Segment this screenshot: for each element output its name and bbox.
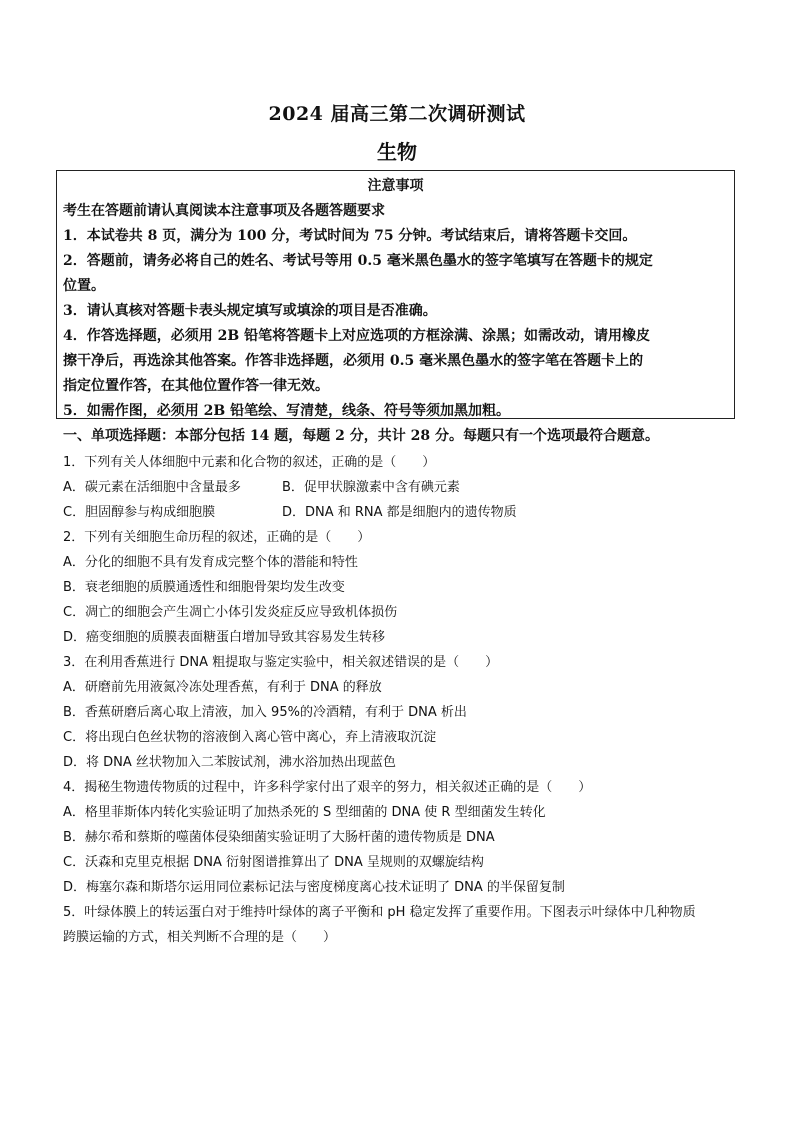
notice-line: 4．作答选择题，必须用 2B 铅笔将答题卡上对应选项的方框涂满、涂黑；如需改动，请用橡皮 xyxy=(63,328,651,344)
option-d: D．将 DNA 丝状物加入二苯胺试剂，沸水浴加热出现蓝色 xyxy=(63,755,396,770)
notice-line: 擦干净后，再选涂其他答案。作答非选择题，必须用 0.5 毫米黑色墨水的签字笔在答题卡上的 xyxy=(63,353,644,369)
notice-line: 3．请认真核对答题卡表头规定填写或填涂的项目是否准确。 xyxy=(63,303,437,319)
subject-title: 生物 xyxy=(377,140,417,164)
option-b: B．衰老细胞的质膜通透性和细胞骨架均发生改变 xyxy=(63,580,345,595)
question-stem-continued: 跨膜运输的方式，相关判断不合理的是（ ） xyxy=(63,930,337,945)
option-a: A．分化的细胞不具有发育成完整个体的潜能和特性 xyxy=(63,555,358,570)
notice-line: 考生在答题前请认真阅读本注意事项及各题答题要求 xyxy=(63,203,385,219)
option-b: B．促甲状腺激素中含有碘元素 xyxy=(282,480,460,495)
notice-title: 注意事项 xyxy=(367,178,424,194)
option-b: B．香蕉研磨后离心取上清液，加入 95%的冷酒精，有利于 DNA 析出 xyxy=(63,705,467,720)
option-d: D．癌变细胞的质膜表面糖蛋白增加导致其容易发生转移 xyxy=(63,630,386,645)
question-stem: 4．揭秘生物遗传物质的过程中，许多科学家付出了艰辛的努力，相关叙述正确的是（ ） xyxy=(63,780,592,795)
exam-title: 2024 届高三第二次调研测试 xyxy=(268,103,526,125)
option-c: C．将出现白色丝状物的溶液倒入离心管中离心，弃上清液取沉淀 xyxy=(63,730,437,745)
option-a: A．碳元素在活细胞中含量最多 xyxy=(63,480,241,495)
option-c: C．凋亡的细胞会产生凋亡小体引发炎症反应导致机体损伤 xyxy=(63,605,398,620)
question-stem: 5．叶绿体膜上的转运蛋白对于维持叶绿体的离子平衡和 pH 稳定发挥了重要作用。下图表示叶绿体中几种物质 xyxy=(63,905,696,920)
option-b: B．赫尔希和蔡斯的噬菌体侵染细菌实验证明了大肠杆菌的遗传物质是 DNA xyxy=(63,830,495,845)
section-heading: 一、单项选择题：本部分包括 14 题，每题 2 分，共计 28 分。每题只有一个选项最符合题意。 xyxy=(63,428,659,444)
question-stem: 2．下列有关细胞生命历程的叙述，正确的是（ ） xyxy=(63,530,371,545)
question-stem: 3．在利用香蕉进行 DNA 粗提取与鉴定实验中，相关叙述错误的是（ ） xyxy=(63,655,499,670)
notice-line: 2．答题前，请务必将自己的姓名、考试号等用 0.5 毫米黑色墨水的签字笔填写在答题卡的规定 xyxy=(63,253,653,269)
option-d: D．梅塞尔森和斯塔尔运用同位素标记法与密度梯度离心技术证明了 DNA 的半保留复制 xyxy=(63,880,565,895)
option-a: A．研磨前先用液氮冷冻处理香蕉，有利于 DNA 的释放 xyxy=(63,680,382,695)
option-c: C．沃森和克里克根据 DNA 衍射图谱推算出了 DNA 呈规则的双螺旋结构 xyxy=(63,855,484,870)
notice-line: 位置。 xyxy=(63,278,105,294)
notice-line: 5．如需作图，必须用 2B 铅笔绘、写清楚，线条、符号等须加黑加粗。 xyxy=(63,403,511,419)
option-a: A．格里菲斯体内转化实验证明了加热杀死的 S 型细菌的 DNA 使 R 型细菌发生转化 xyxy=(63,805,546,820)
option-c: C．胆固醇参与构成细胞膜 xyxy=(63,505,216,520)
question-stem: 1．下列有关人体细胞中元素和化合物的叙述，正确的是（ ） xyxy=(63,455,436,470)
option-d: D．DNA 和 RNA 都是细胞内的遗传物质 xyxy=(282,505,517,520)
notice-box xyxy=(56,170,735,419)
notice-line: 指定位置作答，在其他位置作答一律无效。 xyxy=(63,378,329,394)
notice-line: 1．本试卷共 8 页，满分为 100 分，考试时间为 75 分钟。考试结束后，请将答题卡交回。 xyxy=(63,228,637,244)
